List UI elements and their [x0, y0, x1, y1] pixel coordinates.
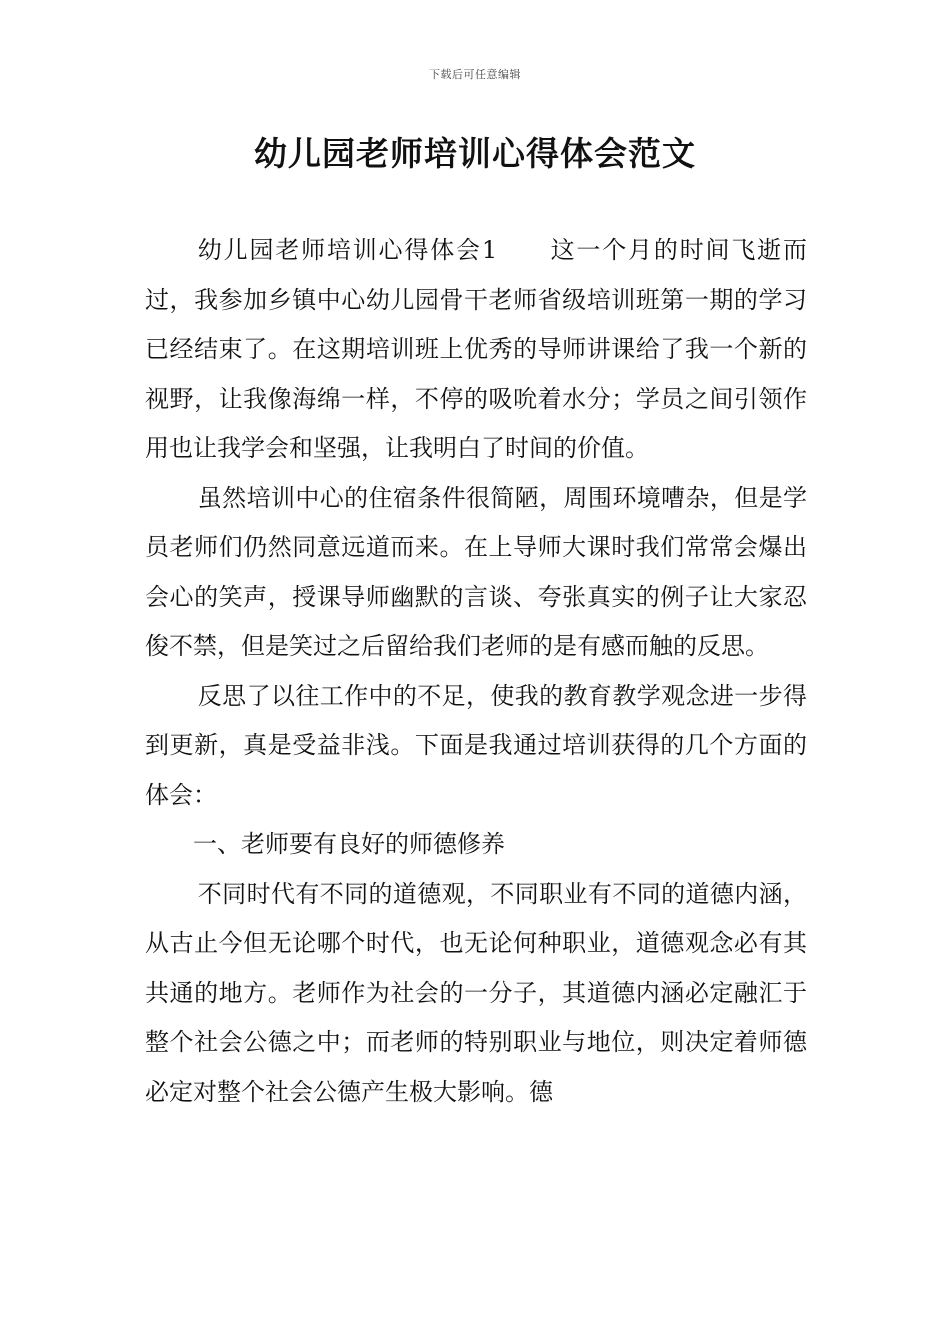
paragraph-reflection: 反思了以往工作中的不足，使我的教育教学观念进一步得到更新，真是受益非浅。下面是我通过培训获得的几个方面的体会： — [145, 681, 807, 809]
section-heading-ethics: 一、老师要有良好的师德修养 — [193, 830, 505, 858]
paragraph-ethics: 不同时代有不同的道德观，不同职业有不同的道德内涵，从古止今但无论哪个时代，也无论何种职业，道德观念必有其共通的地方。老师作为社会的一分子，其道德内涵必定融汇于整个社会公德之中；而老师的特别职业与地位，则决定着师德必定对整个社会公德产生极大影响。德 — [145, 879, 807, 1106]
header-note: 下载后可任意编辑 — [429, 68, 521, 81]
document-body — [145, 226, 807, 1117]
document-title: 幼儿园老师培训心得体会范文 — [254, 134, 696, 173]
paragraph-training-conditions: 虽然培训中心的住宿条件很简陋，周围环境嘈杂，但是学员老师们仍然同意远道而来。在上导师大课时我们常常会爆出会心的笑声，授课导师幽默的言谈、夸张真实的例子让大家忍俊不禁，但是笑过之后留给我们老师的是有感而触的反思。 — [145, 483, 807, 660]
paragraph-intro: 幼儿园老师培训心得体会1 这一个月的时间飞逝而过，我参加乡镇中心幼儿园骨干老师省级培训班第一期的学习已经结束了。在这期培训班上优秀的导师讲课给了我一个新的视野，让我像海绵一样，不停的吸吮着水分；学员之间引领作用也让我学会和坚强，让我明白了时间的价值。 — [145, 236, 807, 462]
